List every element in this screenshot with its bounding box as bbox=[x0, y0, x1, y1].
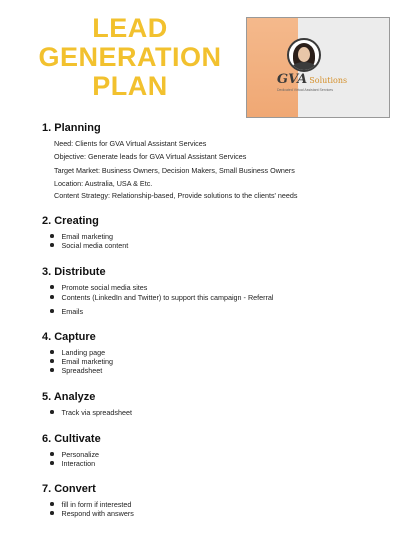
list-item: fill in form if interested bbox=[50, 500, 131, 509]
bullet-dot bbox=[50, 511, 54, 515]
list-item: Promote social media sites bbox=[50, 283, 147, 292]
bullet-dot bbox=[50, 502, 54, 506]
logo-peach-panel bbox=[247, 18, 298, 117]
planning-line-objective: Objective: Generate leads for GVA Virtual Assistant Services bbox=[54, 152, 247, 161]
list-item: Respond with answers bbox=[50, 509, 134, 518]
planning-line-location: Location: Australia, USA & Etc. bbox=[54, 179, 153, 188]
section-heading-distribute: 3. Distribute bbox=[42, 266, 106, 278]
page-title bbox=[30, 14, 230, 101]
bullet-dot bbox=[50, 461, 54, 465]
title-line-1: LEAD bbox=[92, 13, 168, 43]
list-item: Personalize bbox=[50, 450, 99, 459]
title-line-3: PLAN bbox=[92, 71, 168, 101]
logo-swoosh: Solutions bbox=[309, 76, 348, 85]
bullet-dot bbox=[50, 309, 54, 313]
bullet-dot bbox=[50, 359, 54, 363]
list-item: Email marketing bbox=[50, 357, 113, 366]
list-item: Social media content bbox=[50, 241, 128, 250]
list-item: Spreadsheet bbox=[50, 366, 102, 375]
bullet-dot bbox=[50, 234, 54, 238]
logo-tagline: Dedicated Virtual Assistant Services bbox=[277, 88, 333, 92]
planning-line-target: Target Market: Business Owners, Decision Makers, Small Business Owners bbox=[54, 166, 295, 175]
list-item: Email marketing bbox=[50, 232, 113, 241]
bullet-dot bbox=[50, 350, 54, 354]
avatar bbox=[287, 38, 321, 72]
logo-card bbox=[246, 17, 390, 118]
bullet-dot bbox=[50, 410, 54, 414]
section-heading-analyze: 5. Analyze bbox=[42, 391, 96, 403]
list-item: Landing page bbox=[50, 348, 105, 357]
bullet-dot bbox=[50, 368, 54, 372]
list-item: Track via spreadsheet bbox=[50, 408, 132, 417]
section-heading-cultivate: 6. Cultivate bbox=[42, 433, 101, 445]
section-heading-planning: 1. Planning bbox=[42, 122, 101, 134]
logo-mark bbox=[277, 72, 347, 87]
section-heading-creating: 2. Creating bbox=[42, 215, 99, 227]
bullet-dot bbox=[50, 243, 54, 247]
planning-line-content: Content Strategy: Relationship-based, Provide solutions to the clients' needs bbox=[54, 191, 298, 200]
bullet-dot bbox=[50, 295, 54, 299]
section-heading-capture: 4. Capture bbox=[42, 331, 96, 343]
bullet-dot bbox=[50, 452, 54, 456]
section-heading-convert: 7. Convert bbox=[42, 483, 96, 495]
list-item: Interaction bbox=[50, 459, 95, 468]
bullet-dot bbox=[50, 285, 54, 289]
title-line-2: GENERATION bbox=[38, 42, 222, 72]
logo-mark-text: GVA bbox=[277, 72, 308, 87]
list-item: Contents (LinkedIn and Twitter) to support this campaign - Referral bbox=[50, 293, 274, 302]
list-item: Emails bbox=[50, 307, 83, 316]
planning-line-need: Need: Clients for GVA Virtual Assistant Services bbox=[54, 139, 207, 148]
